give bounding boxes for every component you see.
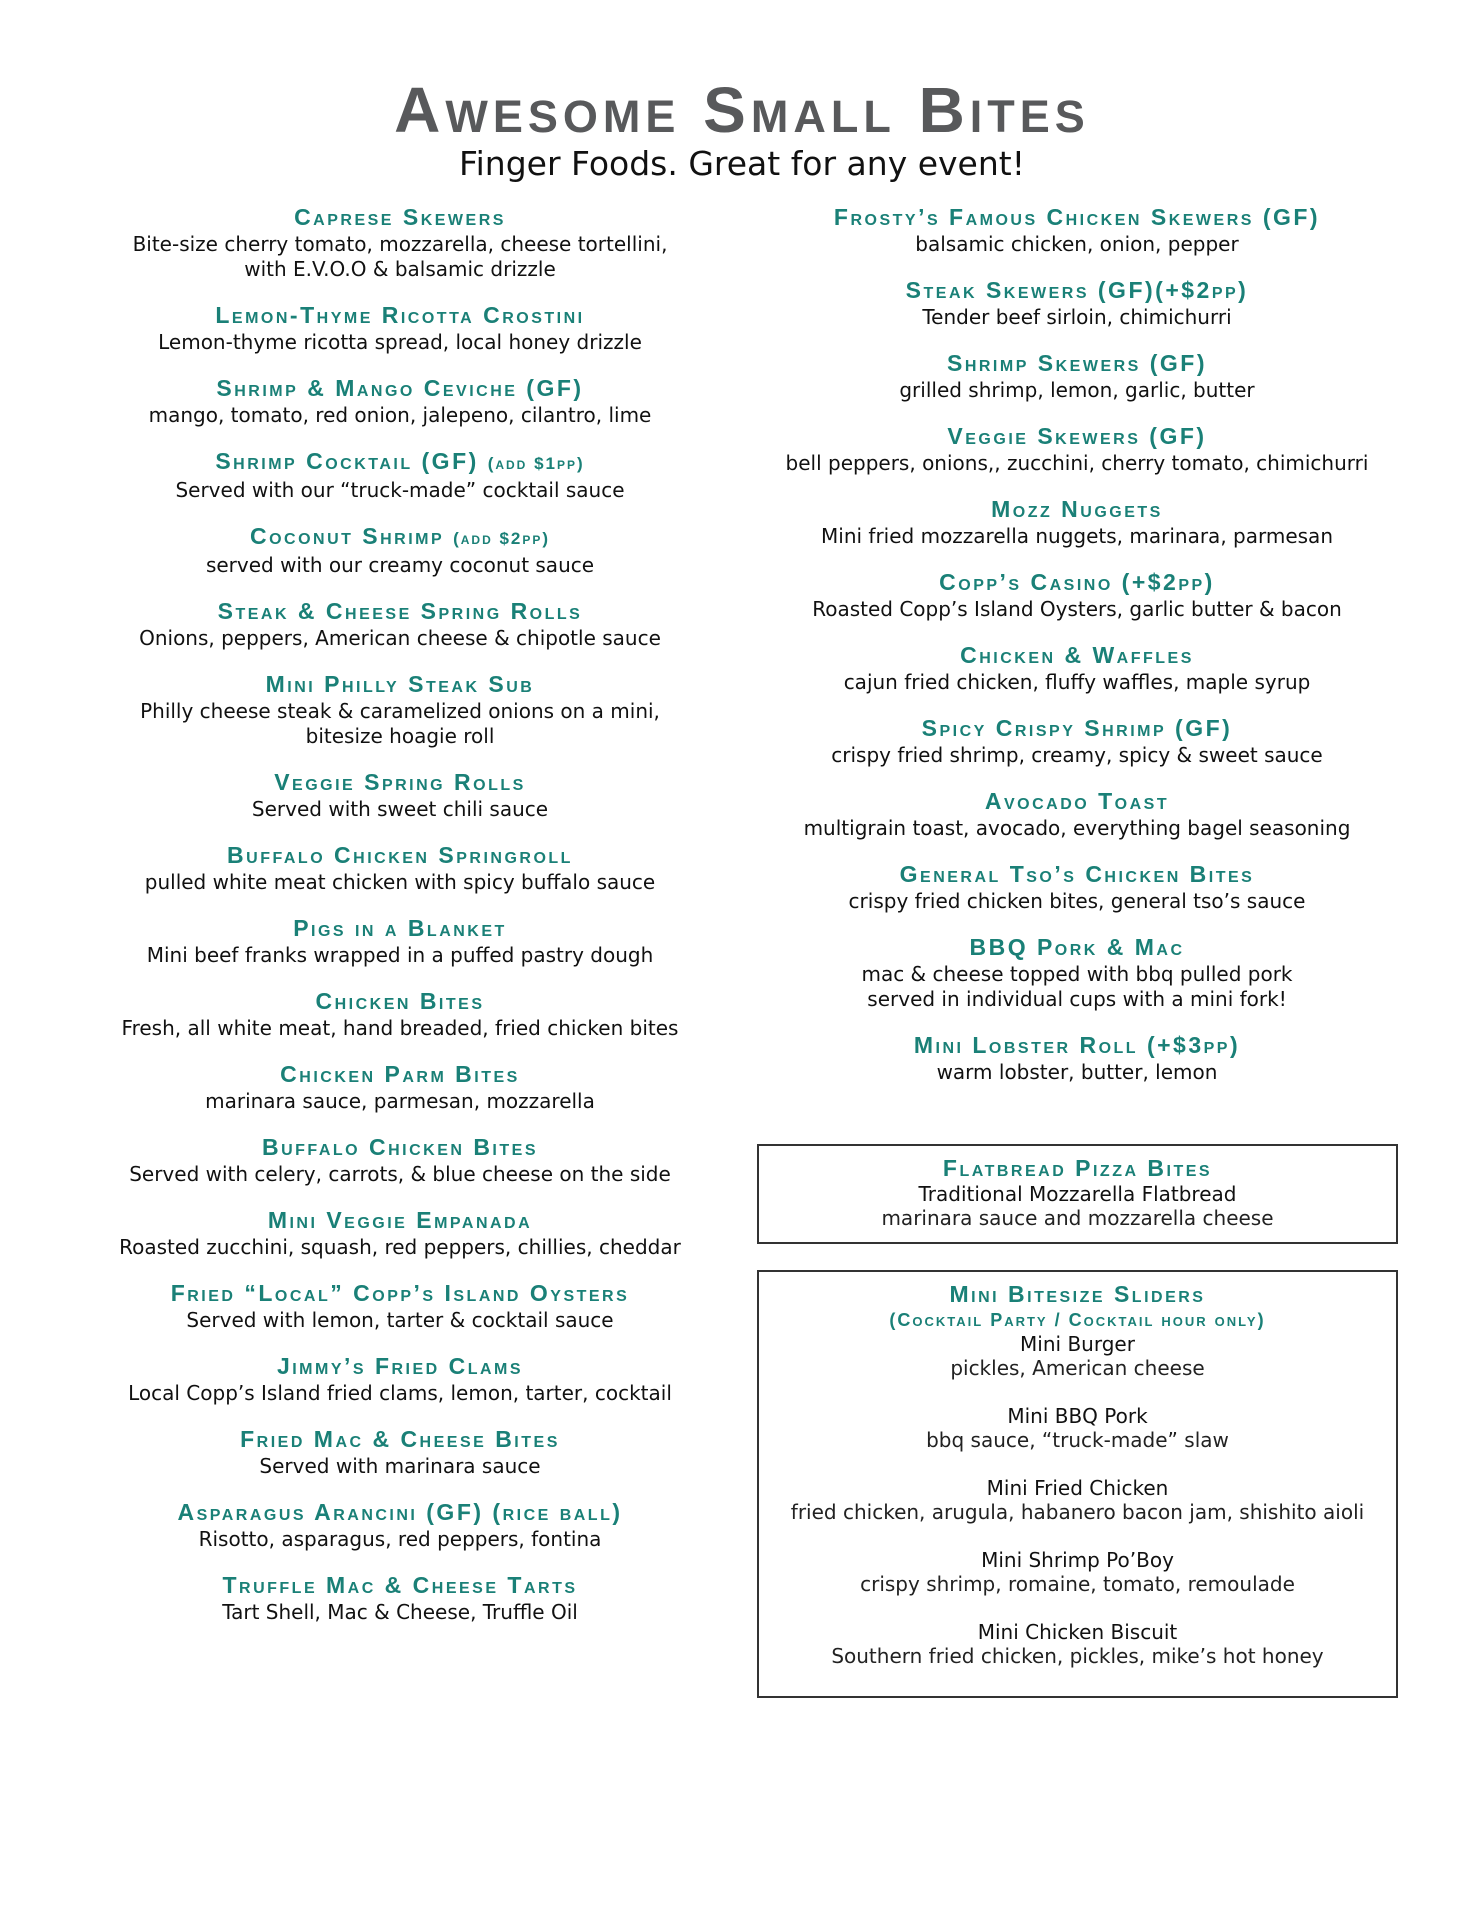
slider-item-description: bbq sauce, “truck-made” slaw [926, 1428, 1229, 1452]
menu-item-name [95, 522, 705, 553]
menu-item-name [95, 203, 705, 232]
menu-item-name [757, 349, 1397, 378]
menu-item [95, 597, 705, 651]
menu-item-title: Mozz Nuggets [991, 496, 1163, 522]
menu-item-name [95, 374, 705, 403]
menu-item-title: Buffalo Chicken Bites [261, 1134, 538, 1160]
menu-item-description: Bite-size cherry tomato, mozzarella, cheese tortellini, [132, 232, 668, 256]
menu-item-description: Served with lemon, tarter & cocktail sauce [186, 1308, 614, 1332]
menu-item-description: grilled shrimp, lemon, garlic, butter [899, 378, 1255, 402]
slider-item-description: crispy shrimp, romaine, tomato, remoulade [860, 1572, 1295, 1596]
menu-item-name [95, 1206, 705, 1235]
menu-item-description: Fresh, all white meat, hand breaded, fried chicken bites [121, 1016, 679, 1040]
menu-item-name [757, 933, 1397, 962]
menu-item-title: BBQ Pork & Mac [969, 934, 1185, 960]
menu-item [95, 1571, 705, 1625]
sliders-list [759, 1332, 1396, 1668]
menu-item [757, 1031, 1397, 1085]
menu-item-description: warm lobster, butter, lemon [936, 1060, 1218, 1084]
menu-item-name [757, 714, 1397, 743]
menu-item-title: Shrimp Cocktail (GF) [215, 448, 479, 474]
menu-item-title: Frosty’s Famous Chicken Skewers (GF) [833, 204, 1321, 230]
menu-item-title: Truffle Mac & Cheese Tarts [222, 1572, 578, 1598]
slider-item [759, 1620, 1396, 1668]
menu-item-title: Fried “Local” Copp’s Island Oysters [170, 1280, 630, 1306]
menu-item-price-note: (add $2pp) [453, 529, 551, 548]
sliders-section [757, 1270, 1398, 1698]
menu-item-title: Asparagus Arancini (GF) (rice ball) [177, 1499, 623, 1525]
menu-item [95, 914, 705, 968]
slider-item-name: Mini Chicken Biscuit [977, 1620, 1178, 1644]
menu-item-title: Chicken Parm Bites [280, 1061, 520, 1087]
menu-item-name [95, 1133, 705, 1162]
menu-item-description: served in individual cups with a mini fork! [867, 987, 1287, 1011]
menu-item-description: Lemon-thyme ricotta spread, local honey drizzle [158, 330, 642, 354]
menu-item-name [95, 1352, 705, 1381]
menu-item-description: Risotto, asparagus, red peppers, fontina [198, 1527, 602, 1551]
menu-title: Awesome Small Bites [394, 74, 1090, 146]
menu-item-title: Mini Lobster Roll (+$3pp) [913, 1032, 1241, 1058]
menu-item-description: Tart Shell, Mac & Cheese, Truffle Oil [222, 1600, 578, 1624]
slider-item [759, 1404, 1396, 1452]
slider-item-description: fried chicken, arugula, habanero bacon jam, shishito aioli [790, 1500, 1365, 1524]
menu-item-description: Local Copp’s Island fried clams, lemon, tarter, cocktail [128, 1381, 672, 1405]
menu-item [95, 301, 705, 355]
menu-item-name [95, 301, 705, 330]
menu-item-name [95, 447, 705, 478]
menu-item-name [95, 1425, 705, 1454]
menu-item [757, 568, 1397, 622]
menu-item [95, 1133, 705, 1187]
menu-item-description: mac & cheese topped with bbq pulled pork [861, 962, 1293, 986]
slider-item [759, 1476, 1396, 1524]
menu-item [95, 374, 705, 428]
slider-item [759, 1332, 1396, 1380]
menu-item-title: Avocado Toast [984, 788, 1170, 814]
menu-item [757, 933, 1397, 1012]
menu-item-description: crispy fried chicken bites, general tso’s sauce [848, 889, 1306, 913]
menu-item [757, 276, 1397, 330]
menu-item-name [95, 1498, 705, 1527]
menu-item-title: Chicken & Waffles [960, 642, 1194, 668]
menu-item-title: Lemon-Thyme Ricotta Crostini [215, 302, 585, 328]
menu-item-description: crispy fried shrimp, creamy, spicy & sweet sauce [831, 743, 1323, 767]
right-menu-column [757, 203, 1397, 1104]
menu-item-name [95, 597, 705, 626]
menu-item-description: multigrain toast, avocado, everything bagel seasoning [803, 816, 1351, 840]
slider-item-name: Mini Burger [1020, 1332, 1135, 1356]
menu-item-description: Philly cheese steak & caramelized onions on a mini, [140, 699, 660, 723]
menu-item-title: Coconut Shrimp [249, 523, 445, 549]
menu-item [95, 1206, 705, 1260]
menu-item [757, 495, 1397, 549]
menu-item [95, 203, 705, 282]
menu-item-title: Steak Skewers (GF)(+$2pp) [905, 277, 1249, 303]
menu-item [757, 714, 1397, 768]
menu-item-title: Spicy Crispy Shrimp (GF) [921, 715, 1233, 741]
menu-item-title: Steak & Cheese Spring Rolls [217, 598, 583, 624]
menu-item [757, 787, 1397, 841]
menu-item-title: Caprese Skewers [294, 204, 506, 230]
menu-item-title: Jimmy’s Fried Clams [276, 1353, 524, 1379]
menu-item [757, 641, 1397, 695]
menu-item [95, 1060, 705, 1114]
menu-item-title: General Tso’s Chicken Bites [899, 861, 1255, 887]
flatbread-title: Flatbread Pizza Bites [942, 1155, 1213, 1181]
menu-item-title: Shrimp Skewers (GF) [946, 350, 1207, 376]
menu-item-name [757, 422, 1397, 451]
menu-item-name [757, 860, 1397, 889]
menu-item-description: Tender beef sirloin, chimichurri [922, 305, 1232, 329]
sliders-subtitle: (Cocktail Party / Cocktail hour only) [889, 1310, 1266, 1330]
menu-item-name [757, 641, 1397, 670]
menu-item-price-note: (add $1pp) [487, 454, 585, 473]
menu-item-title: Chicken Bites [315, 988, 485, 1014]
menu-item-name [95, 768, 705, 797]
menu-item-name [757, 787, 1397, 816]
menu-item-name [95, 670, 705, 699]
menu-item-title: Fried Mac & Cheese Bites [240, 1426, 560, 1452]
menu-item-title: Shrimp & Mango Ceviche (GF) [216, 375, 584, 401]
menu-item [757, 203, 1397, 257]
menu-item-title: Veggie Skewers (GF) [947, 423, 1207, 449]
menu-item-description: Mini beef franks wrapped in a puffed pastry dough [146, 943, 654, 967]
menu-item [95, 1498, 705, 1552]
slider-item-name: Mini BBQ Pork [1007, 1404, 1148, 1428]
menu-item-description: Served with marinara sauce [259, 1454, 541, 1478]
menu-item-title: Buffalo Chicken Springroll [227, 842, 573, 868]
menu-item-description: with E.V.O.O & balsamic drizzle [244, 257, 556, 281]
menu-item-name [757, 203, 1397, 232]
menu-item-name [757, 495, 1397, 524]
menu-item-description: served with our creamy coconut sauce [205, 553, 595, 577]
menu-item [757, 860, 1397, 914]
slider-item-description: pickles, American cheese [950, 1356, 1205, 1380]
menu-item [95, 670, 705, 749]
menu-item-name [757, 568, 1397, 597]
slider-item-name: Mini Fried Chicken [986, 1476, 1169, 1500]
menu-item [95, 768, 705, 822]
sliders-title: Mini Bitesize Sliders [949, 1281, 1206, 1307]
menu-item-name [95, 914, 705, 943]
menu-item-title: Mini Philly Steak Sub [265, 671, 535, 697]
menu-item-name [95, 987, 705, 1016]
menu-item-title: Veggie Spring Rolls [274, 769, 526, 795]
menu-item-description: balsamic chicken, onion, pepper [915, 232, 1239, 256]
menu-item [757, 349, 1397, 403]
menu-item-title: Copp’s Casino (+$2pp) [939, 569, 1215, 595]
menu-item-name [95, 841, 705, 870]
flatbread-item-description: marinara sauce and mozzarella cheese [881, 1206, 1274, 1230]
slider-item-description: Southern fried chicken, pickles, mike’s hot honey [831, 1644, 1324, 1668]
flatbread-section [757, 1144, 1398, 1244]
menu-item-description: Roasted zucchini, squash, red peppers, chillies, cheddar [119, 1235, 681, 1259]
menu-item-description: Onions, peppers, American cheese & chipotle sauce [139, 626, 661, 650]
menu-item-name [95, 1571, 705, 1600]
menu-item [757, 422, 1397, 476]
menu-item [95, 1279, 705, 1333]
slider-item [759, 1548, 1396, 1596]
menu-item-name [95, 1279, 705, 1308]
menu-item-description: Served with sweet chili sauce [251, 797, 549, 821]
menu-item-description: Mini fried mozzarella nuggets, marinara, parmesan [821, 524, 1333, 548]
menu-item-description: pulled white meat chicken with spicy buffalo sauce [144, 870, 656, 894]
menu-item-description: marinara sauce, parmesan, mozzarella [205, 1089, 595, 1113]
menu-item [95, 447, 705, 503]
flatbread-item-name: Traditional Mozzarella Flatbread [918, 1182, 1237, 1206]
menu-item-description: mango, tomato, red onion, jalepeno, cilantro, lime [148, 403, 652, 427]
menu-item [95, 987, 705, 1041]
menu-item-name [757, 276, 1397, 305]
menu-item-title: Pigs in a Blanket [293, 915, 507, 941]
menu-subtitle: Finger Foods. Great for any event! [459, 144, 1025, 183]
menu-item-description: Served with our “truck-made” cocktail sauce [175, 478, 625, 502]
menu-item-description: bitesize hoagie roll [305, 724, 495, 748]
menu-item-name [95, 1060, 705, 1089]
menu-item-name [757, 1031, 1397, 1060]
slider-item-name: Mini Shrimp Po’Boy [981, 1548, 1174, 1572]
menu-item-description: bell peppers, onions,, zucchini, cherry tomato, chimichurri [785, 451, 1369, 475]
menu-item [95, 1352, 705, 1406]
menu-item-description: Served with celery, carrots, & blue cheese on the side [129, 1162, 671, 1186]
menu-item [95, 841, 705, 895]
menu-item [95, 522, 705, 578]
menu-item-description: cajun fried chicken, fluffy waffles, maple syrup [843, 670, 1311, 694]
menu-item-title: Mini Veggie Empanada [267, 1207, 533, 1233]
menu-item [95, 1425, 705, 1479]
menu-item-description: Roasted Copp’s Island Oysters, garlic butter & bacon [812, 597, 1342, 621]
left-menu-column [95, 203, 705, 1644]
